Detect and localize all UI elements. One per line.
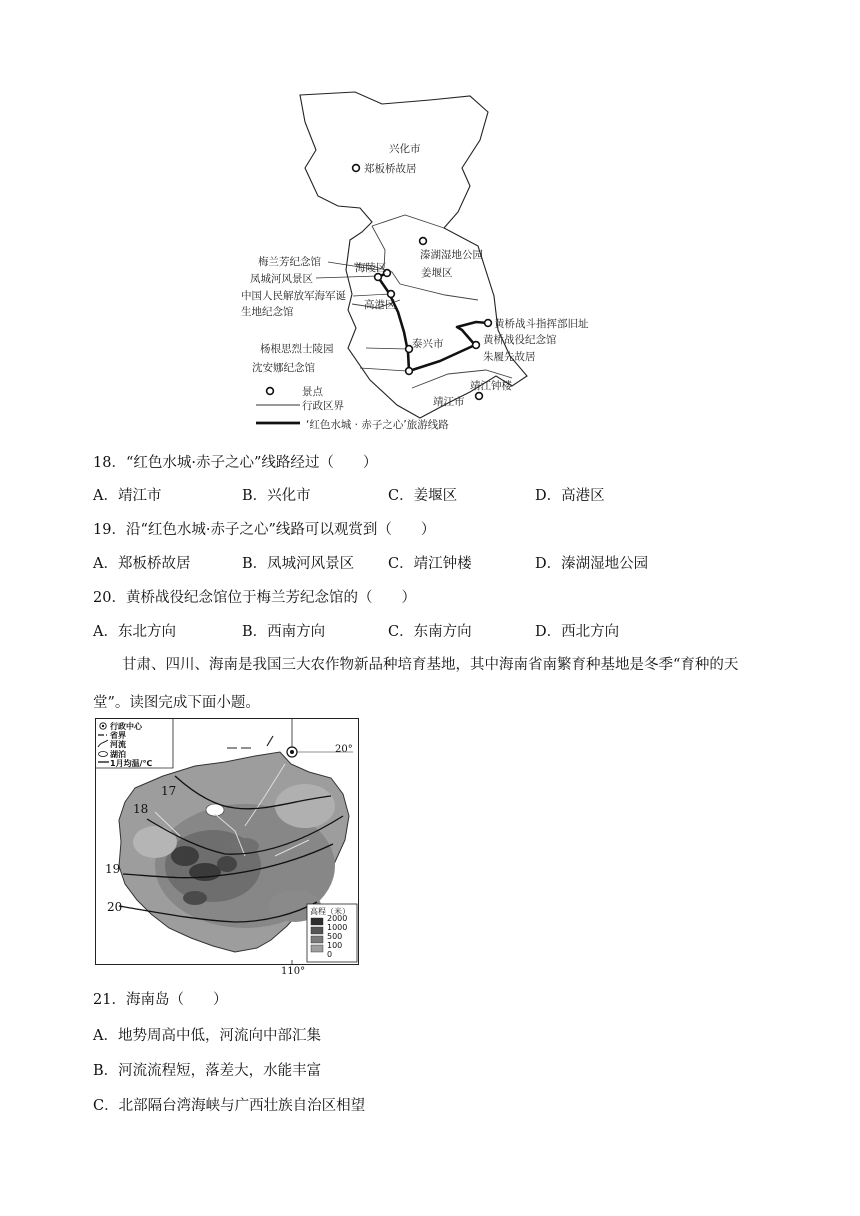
spot-zhengbanqiao [353,165,360,172]
label-fengcheng: 凤城河风景区 [250,273,313,285]
latitude-label: 20° [335,744,353,755]
legend-lake-label: 湖泊 [110,750,126,759]
label-gaogang: 高港区 [364,299,396,311]
isotherm-label-19: 19 [105,862,121,876]
q20-option-c[interactable]: C．东南方向 [388,624,472,640]
legend-river-label: 河流 [110,740,126,749]
leader-fengcheng [316,276,378,278]
hainan-map-shape [95,716,360,968]
height-level-2000: 2000 [327,914,348,923]
leader-yanggen [366,348,408,349]
label-shenanna: 沈安娜纪念馆 [252,362,315,374]
legend-lake-symbol [99,752,108,757]
q18-option-b[interactable]: B．兴化市 [242,488,311,504]
leader-shenanna [360,368,407,371]
question-19-stem: 19．沿“红色水城·赤子之心”线路可以观赏到（ ） [93,522,436,538]
boundary-xinghua [372,215,444,228]
q18-option-c[interactable]: C．姜堰区 [388,488,458,504]
q20-option-d[interactable]: D．西北方向 [535,624,620,640]
isotherm-label-18: 18 [133,802,149,816]
hainan-map [95,716,360,977]
q20-option-a[interactable]: A．东北方向 [93,624,176,640]
label-meilanfang: 梅兰芳纪念馆 [258,256,321,268]
label-jingjiang: 靖江市 [433,396,465,408]
label-huangqiao-hq: 黄桥战斗指挥部旧址 [494,318,589,330]
legend-boundary-label: 行政区界 [302,400,344,412]
question-20-stem: 20．黄桥战役纪念馆位于梅兰芳纪念馆的（ ） [93,590,416,606]
height-level-100: 100 [327,941,343,950]
spot-huangqiao-hq [485,320,492,327]
isotherm-label-17: 17 [161,784,177,798]
label-taixing: 泰兴市 [412,338,444,350]
q19-option-c[interactable]: C．靖江钟楼 [388,556,472,572]
height-level-500: 500 [327,932,343,941]
legend-isotherm-label: 1月均温/℃ [110,759,153,768]
q19-option-d[interactable]: D．溱湖湿地公园 [535,556,649,572]
label-huangqiao-mem: 黄桥战役纪念馆 [483,334,557,346]
legend-spot-label: 景点 [302,386,323,398]
spot-huangqiao-mem [473,342,480,349]
spot-qinhu [420,238,427,245]
question-18-stem: 18．“红色水城·赤子之心”线路经过（ ） [93,455,378,471]
spot-jingjiang-tower [476,393,483,400]
q21-option-a[interactable]: A．地势周高中低，河流向中部汇集 [93,1028,321,1044]
longitude-label: 110° [281,966,306,977]
label-zhuyi: 朱履先故居 [483,351,536,363]
boundary-jiangyan [400,284,478,300]
leader-navy [353,294,390,296]
label-hailing: 海陵区 [355,262,387,274]
spot-shenanna [406,368,413,375]
legend-admin-label: 行政中心 [110,722,142,731]
label-zhengbanqiao: 郑板桥故居 [364,163,417,175]
legend-spot-symbol [267,388,274,395]
q21-option-c[interactable]: C．北部隔台湾海峡与广西壮族自治区相望 [93,1098,366,1114]
label-yanggen: 杨根思烈士陵园 [260,343,334,355]
label-jiangyan: 姜堰区 [421,267,453,279]
q19-option-b[interactable]: B．凤城河风景区 [242,556,355,572]
label-jingjiang-tower: 靖江钟楼 [470,380,512,392]
label-qinhu: 溱湖湿地公园 [420,249,483,261]
legend-route-label: ‘红色水城 · 赤子之心’旅游线路 [306,419,449,431]
q18-option-d[interactable]: D．高港区 [535,488,605,504]
q20-option-b[interactable]: B．西南方向 [242,624,326,640]
q21-option-b[interactable]: B．河流流程短，落差大，水能丰富 [93,1063,322,1079]
label-xinghua: 兴化市 [389,143,421,155]
intro-paragraph: 甘肃、四川、海南是我国三大农作物新品种培育基地，其中海南省南繁育种基地是冬季“育种的天堂”。读图完成下面小题。 [93,657,739,711]
q18-option-a[interactable]: A．靖江市 [93,488,162,504]
label-navy2: 生地纪念馆 [241,306,294,318]
label-navy: 中国人民解放军海军诞 [241,290,346,302]
isotherm-label-20: 20 [107,900,123,914]
height-level-1000: 1000 [327,923,348,932]
red-route-line [378,273,488,371]
q19-option-a[interactable]: A．郑板桥故居 [93,556,191,572]
legend-province-label: 省界 [110,731,126,740]
height-level-0: 0 [327,950,333,959]
height-legend-title: 高程（米） [310,907,350,916]
question-21-stem: 21．海南岛（ ） [93,992,228,1008]
